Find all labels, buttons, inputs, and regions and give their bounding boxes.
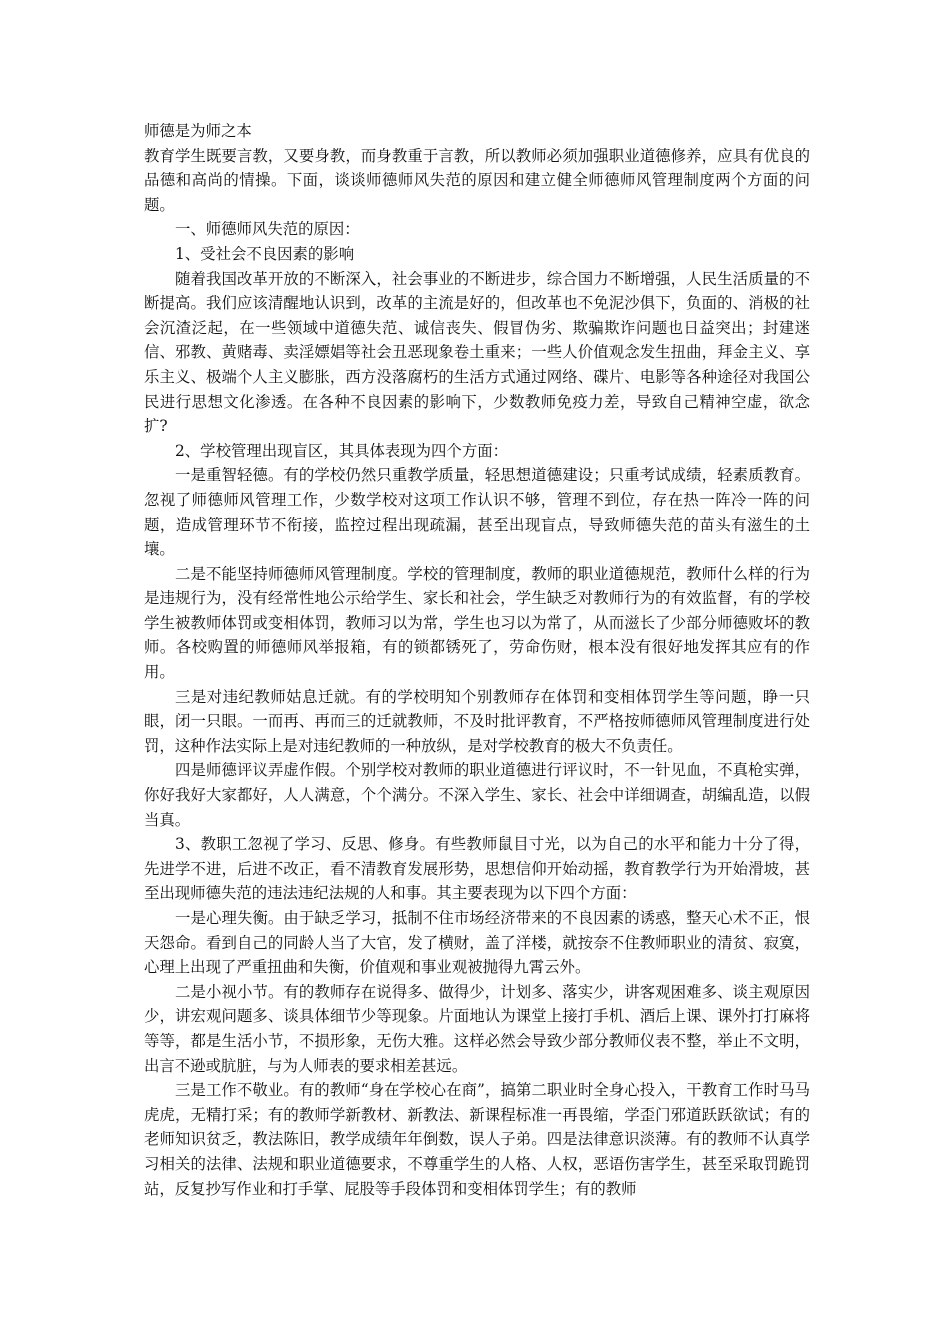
body-paragraph: 二是小视小节。有的教师存在说得多、做得少，计划多、落实少，讲客观困难多、谈主观原因少，讲宏观问题多、谈具体细节少等现象。片面地认为课堂上接打手机、酒后上课、课外打打麻将等等，都是生活小节，不损形象，无伤大雅。这样必然会导致少部分教师仪表不整，举止不文明，出言不逊或肮脏，与为人师表的要求相差甚远。: [144, 982, 810, 1075]
body-paragraph: 3、教职工忽视了学习、反思、修身。有些教师鼠目寸光，以为自己的水平和能力十分了得，先进学不进，后进不改正，看不清教育发展形势，思想信仰开始动摇，教育教学行为开始滑坡，甚至出现师德失范的违法违纪法规的人和事。其主要表现为以下四个方面：: [144, 835, 810, 903]
section-heading-causes: 一、师德师风失范的原因：: [175, 220, 360, 239]
body-paragraph: 三是工作不敬业。有的教师“身在学校心在商”，搞第二职业时全身心投入，干教育工作时马马虎虎，无精打采；有的教师学新教材、新教法、新课程标准一再畏缩，学歪门邪道跃跃欲试；有的老师知识贫乏，教法陈旧，教学成绩年年倒数，误人子弟。四是法律意识淡薄。有的教师不认真学习相关的法律、法规和职业道德要求，不尊重学生的人格、人权，恶语伤害学生，甚至采取罚跪罚站，反复抄写作业和打手掌、屁股等手段体罚和变相体罚学生；有的教师: [144, 1081, 810, 1198]
intro-paragraph: 教育学生既要言教，又要身教，而身教重于言教，所以教师必须加强职业道德修养，应具有优良的品德和高尚的情操。下面，谈谈师德师风失范的原因和建立健全师德师风管理制度两个方面的问题。: [144, 146, 810, 214]
subheading-social-factors: 1、受社会不良因素的影响: [175, 244, 355, 263]
body-paragraph: 四是师德评议弄虚作假。个别学校对教师的职业道德进行评议时，不一针见血，不真枪实弹，你好我好大家都好，人人满意，个个满分。不深入学生、家长、社会中详细调查，胡编乱造，以假当真。: [144, 761, 810, 829]
document-title: 师德是为师之本: [144, 122, 252, 140]
subheading-school-management: 2、学校管理出现盲区，其具体表现为四个方面：: [175, 441, 508, 460]
body-paragraph: 一是心理失衡。由于缺乏学习，抵制不住市场经济带来的不良因素的诱惑，整天心术不正，恨天怨命。看到自己的同龄人当了大官，发了横财，盖了洋楼，就按奈不住教师职业的清贫、寂寞，心理上出现了严重扭曲和失衡，价值观和事业观被抛得九霄云外。: [144, 909, 810, 977]
body-paragraph: 一是重智轻德。有的学校仍然只重教学质量，轻思想道德建设；只重考试成绩，轻素质教育。忽视了师德师风管理工作，少数学校对这项工作认识不够，管理不到位，存在热一阵冷一阵的问题，造成管理环节不衔接，监控过程出现疏漏，甚至出现盲点，导致师德失范的苗头有滋生的土壤。: [144, 466, 810, 559]
body-paragraph: 二是不能坚持师德师风管理制度。学校的管理制度，教师的职业道德规范，教师什么样的行为是违规行为，没有经常性地公示给学生、家长和社会，学生缺乏对教师行为的有效监督，有的学校学生被教师体罚或变相体罚，教师习以为常，学生也习以为常了，从而滋长了少部分师德败坏的教师。各校购置的师德师风举报箱，有的锁都锈死了，劳命伤财，根本没有很好地发挥其应有的作用。: [144, 564, 810, 682]
document-page: [144, 119, 810, 1201]
body-paragraph: 随着我国改革开放的不断深入，社会事业的不断进步，综合国力不断增强，人民生活质量的不断提高。我们应该清醒地认识到，改革的主流是好的，但改革也不免泥沙俱下，负面的、消极的社会沉渣泛起，在一些领域中道德失范、诚信丧失、假冒伪劣、欺骗欺诈问题也日益突出；封建迷信、邪教、黄赌毒、卖淫嫖娼等社会丑恶现象卷土重来；一些人价值观念发生扭曲，拜金主义、享乐主义、极端个人主义膨胀，西方没落腐朽的生活方式通过网络、碟片、电影等各种途径对我国公民进行思想文化渗透。在各种不良因素的影响下，少数教师免疫力差，导致自己精神空虚，欲念扩?: [144, 269, 810, 436]
body-paragraph: 三是对违纪教师姑息迁就。有的学校明知个别教师存在体罚和变相体罚学生等问题，睁一只眼，闭一只眼。一而再、再而三的迁就教师，不及时批评教育，不严格按师德师风管理制度进行处罚，这种作法实际上是对违纪教师的一种放纵，是对学校教育的极大不负责任。: [144, 687, 810, 755]
